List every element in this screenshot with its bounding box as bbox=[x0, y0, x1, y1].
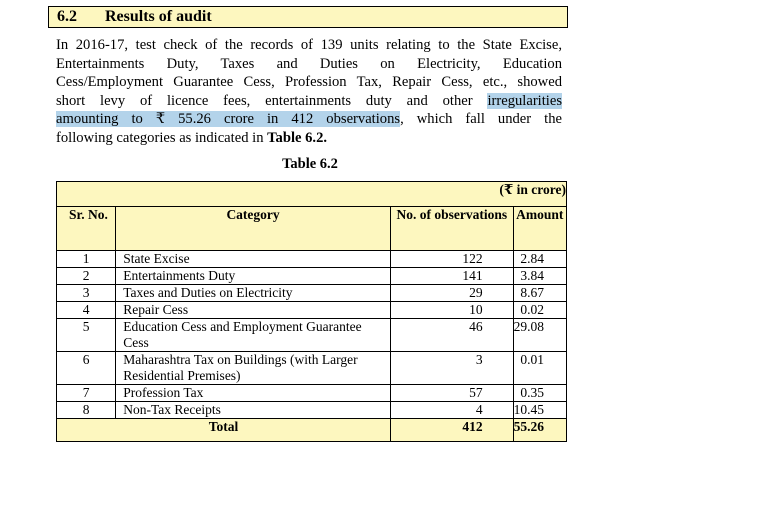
row-sr-no: 2 bbox=[57, 268, 116, 285]
total-observations: 412 bbox=[390, 419, 513, 442]
highlighted-text-3: ₹ 55.26 crore in 412 observations bbox=[155, 111, 401, 128]
paragraph-line-3: Cess/Employment Guarantee Cess, Profession Tax, Repair Cess, etc., showed bbox=[56, 74, 562, 91]
section-title: Results of audit bbox=[105, 8, 212, 25]
row-category: Repair Cess bbox=[116, 302, 391, 319]
table-caption: Table 6.2 bbox=[282, 156, 338, 172]
section-heading bbox=[48, 6, 568, 28]
table-row bbox=[57, 302, 567, 319]
row-sr-no: 6 bbox=[57, 352, 116, 385]
paragraph-line-4-text: short levy of licence fees, entertainments duty and other bbox=[56, 92, 488, 109]
row-category: Non-Tax Receipts bbox=[116, 402, 391, 419]
paragraph-last-line-text: following categories as indicated in bbox=[56, 129, 268, 146]
row-category: Taxes and Duties on Electricity bbox=[116, 285, 391, 302]
row-amount: 2.84 bbox=[513, 251, 566, 268]
row-sr-no: 5 bbox=[57, 319, 116, 352]
table-body bbox=[57, 251, 567, 419]
table-row bbox=[57, 251, 567, 268]
row-observations: 10 bbox=[390, 302, 513, 319]
row-observations: 4 bbox=[390, 402, 513, 419]
total-amount: 55.26 bbox=[513, 419, 566, 442]
row-amount: 0.02 bbox=[513, 302, 566, 319]
total-label: Total bbox=[57, 419, 391, 442]
unit-row bbox=[57, 182, 567, 207]
row-amount: 8.67 bbox=[513, 285, 566, 302]
row-observations: 122 bbox=[390, 251, 513, 268]
row-observations: 29 bbox=[390, 285, 513, 302]
row-sr-no: 3 bbox=[57, 285, 116, 302]
row-observations: 57 bbox=[390, 385, 513, 402]
highlighted-text-2: amounting to bbox=[56, 111, 156, 128]
paragraph-line-6 bbox=[56, 129, 562, 148]
paragraph-after-highlight: , which fall under the bbox=[400, 111, 562, 128]
row-observations: 141 bbox=[390, 268, 513, 285]
row-category: Education Cess and Employment Guarantee Cess bbox=[116, 319, 391, 352]
table-row bbox=[57, 352, 567, 385]
audit-paragraph bbox=[56, 36, 562, 148]
highlighted-text-1: irregularities bbox=[487, 92, 562, 109]
paragraph-line-5 bbox=[56, 110, 562, 129]
paragraph-line-4 bbox=[56, 92, 562, 111]
row-category: Profession Tax bbox=[116, 385, 391, 402]
table-reference: Table 6.2. bbox=[267, 129, 328, 146]
header-category: Category bbox=[116, 207, 391, 251]
row-amount: 29.08 bbox=[513, 319, 566, 352]
table-row bbox=[57, 385, 567, 402]
paragraph-line-1: In 2016-17, test check of the records of 139 units relating to the State Excise, bbox=[56, 37, 562, 53]
row-observations: 46 bbox=[390, 319, 513, 352]
table-row bbox=[57, 402, 567, 419]
row-amount: 0.35 bbox=[513, 385, 566, 402]
table-row bbox=[57, 285, 567, 302]
header-amount: Amount bbox=[513, 207, 566, 251]
section-number: 6.2 bbox=[57, 8, 77, 25]
row-observations: 3 bbox=[390, 352, 513, 385]
header-sr-no: Sr. No. bbox=[57, 207, 116, 251]
unit-label: (₹ in crore) bbox=[57, 182, 567, 207]
row-sr-no: 4 bbox=[57, 302, 116, 319]
row-category: State Excise bbox=[116, 251, 391, 268]
audit-results-table bbox=[56, 181, 567, 442]
row-category: Entertainments Duty bbox=[116, 268, 391, 285]
row-sr-no: 8 bbox=[57, 402, 116, 419]
row-amount: 0.01 bbox=[513, 352, 566, 385]
table-row bbox=[57, 268, 567, 285]
row-amount: 10.45 bbox=[513, 402, 566, 419]
header-row bbox=[57, 207, 567, 251]
row-sr-no: 1 bbox=[57, 251, 116, 268]
total-row bbox=[57, 419, 567, 442]
row-amount: 3.84 bbox=[513, 268, 566, 285]
table-row bbox=[57, 319, 567, 352]
row-category: Maharashtra Tax on Buildings (with Larger Residential Premises) bbox=[116, 352, 391, 385]
header-observations: No. of observations bbox=[390, 207, 513, 251]
paragraph-line-2: Entertainments Duty, Taxes and Duties on Electricity, Education bbox=[56, 55, 562, 72]
row-sr-no: 7 bbox=[57, 385, 116, 402]
